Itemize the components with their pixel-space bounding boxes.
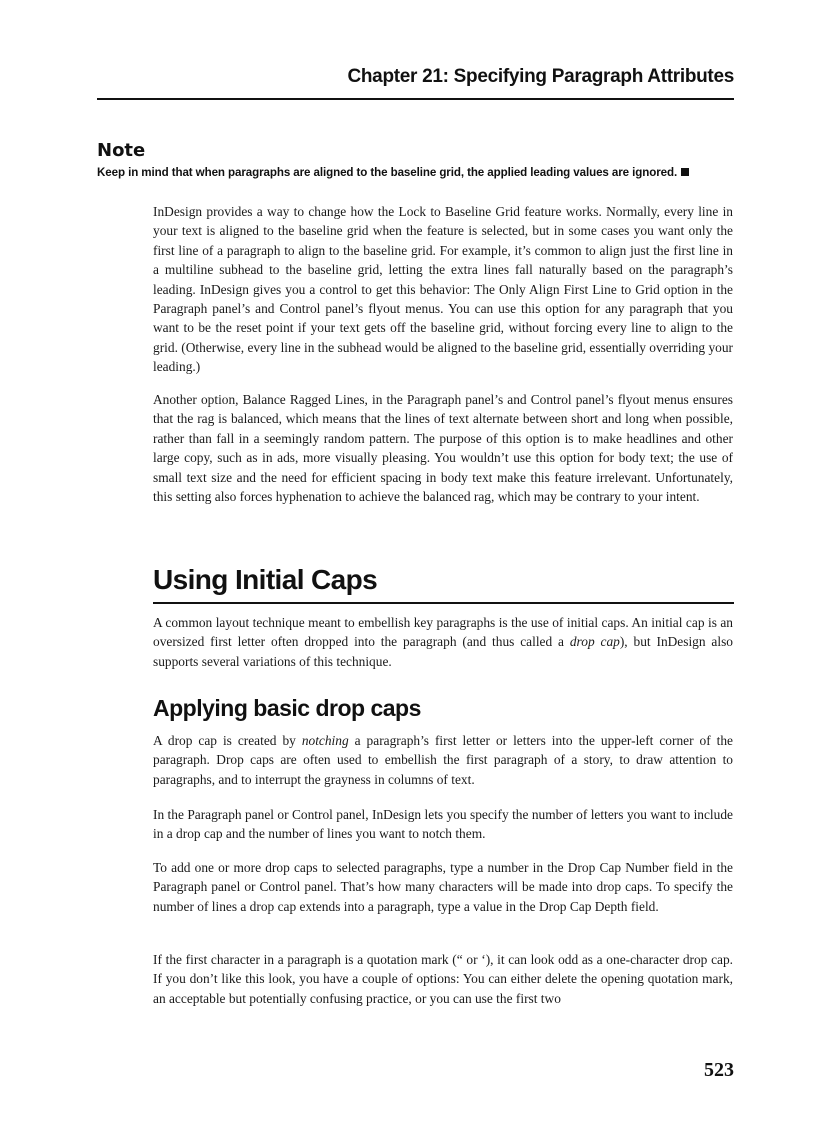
subsection-heading: Applying basic drop caps — [153, 695, 421, 721]
paragraph-drop-cap-definition — [153, 731, 733, 789]
page-number: 523 — [704, 1059, 734, 1081]
end-mark-icon — [681, 168, 689, 176]
running-head: Chapter 21: Specifying Paragraph Attributes — [347, 66, 734, 87]
def-text-b: a paragraph’s first letter or letters into the upper-left corner of the paragraph. Drop caps are often used to embellish the first paragraph of a story, to draw attention to paragraphs, and to interrupt the grayness in columns of text. — [153, 733, 734, 787]
intro-text-a: A common layout technique meant to embellish key paragraphs is the use of initial caps. An initial cap is an oversized first letter often dropped into the paragraph (and thus called a — [153, 615, 733, 650]
note-title: Note — [97, 140, 146, 161]
note-body: Keep in mind that when paragraphs are aligned to the baseline grid, the applied leading values are ignored. — [97, 166, 678, 179]
paragraph-quotation-mark: If the first character in a paragraph is a quotation mark (“ or ‘), it can look odd as a one-character drop cap. If you don’t like this look, you have a couple of options: You can either delete the opening quotation mark, an acceptable but potentially confusing practice, or you can use the first two — [153, 952, 733, 1006]
header-rule — [97, 98, 734, 100]
section-heading: Using Initial Caps — [153, 564, 378, 595]
paragraph-drop-cap-panel: In the Paragraph panel or Control panel, InDesign lets you specify the number of letters you want to include in a drop cap and the number of lines you want to notch them. — [153, 807, 733, 842]
paragraph-balance-ragged: Another option, Balance Ragged Lines, in the Paragraph panel’s and Control panel’s flyout menus ensures that the rag is balanced, which means that the lines of text alternate between short and long when possible, rather than fall in a seemingly random pattern. The purpose of this option is to make headlines and other large copy, such as in ads, more visually pleasing. You wouldn’t use this option for body text; the use of small text size and the need for efficient spacing in body text make this feature irrelevant. Unfortunately, this setting also forces hyphenation to achieve the balanced rag, which may be contrary to your intent. — [153, 392, 733, 505]
def-emphasis: notching — [301, 733, 349, 748]
intro-text-b: ), but InDesign also supports several variations of this technique. — [153, 634, 734, 669]
intro-emphasis: drop cap — [569, 634, 620, 650]
def-text-a: A drop cap is created by — [153, 733, 302, 748]
paragraph-initial-caps-intro — [153, 613, 733, 671]
paragraph-drop-cap-steps: To add one or more drop caps to selected paragraphs, type a number in the Drop Cap Number field in the Paragraph panel or Control panel. That’s how many characters will be made into drop caps. To specify the number of lines a drop cap extends into a paragraph, type a value in the Drop Cap Depth field. — [153, 860, 733, 914]
section-rule — [153, 602, 734, 604]
note-text — [97, 166, 757, 179]
paragraph-baseline-grid: InDesign provides a way to change how the Lock to Baseline Grid feature works. Normally, every line in your text is aligned to the baseline grid when the feature is selected, but in some cases you want only the first line of a paragraph to align to the baseline grid. For example, it’s common to align just the first line in a multiline subhead to the baseline grid, letting the extra lines fall naturally based on the paragraph’s leading. InDesign gives you a control to get this behavior: The Only Align First Line to Grid option in the Paragraph panel’s and Control panel’s flyout menus. You can use this option for any paragraph that you want to be the reset point if your text gets off the baseline grid, without forcing every line to align to the grid. (Otherwise, every line in the subhead would be aligned to the baseline grid, essentially overriding your leading.) — [153, 204, 733, 375]
